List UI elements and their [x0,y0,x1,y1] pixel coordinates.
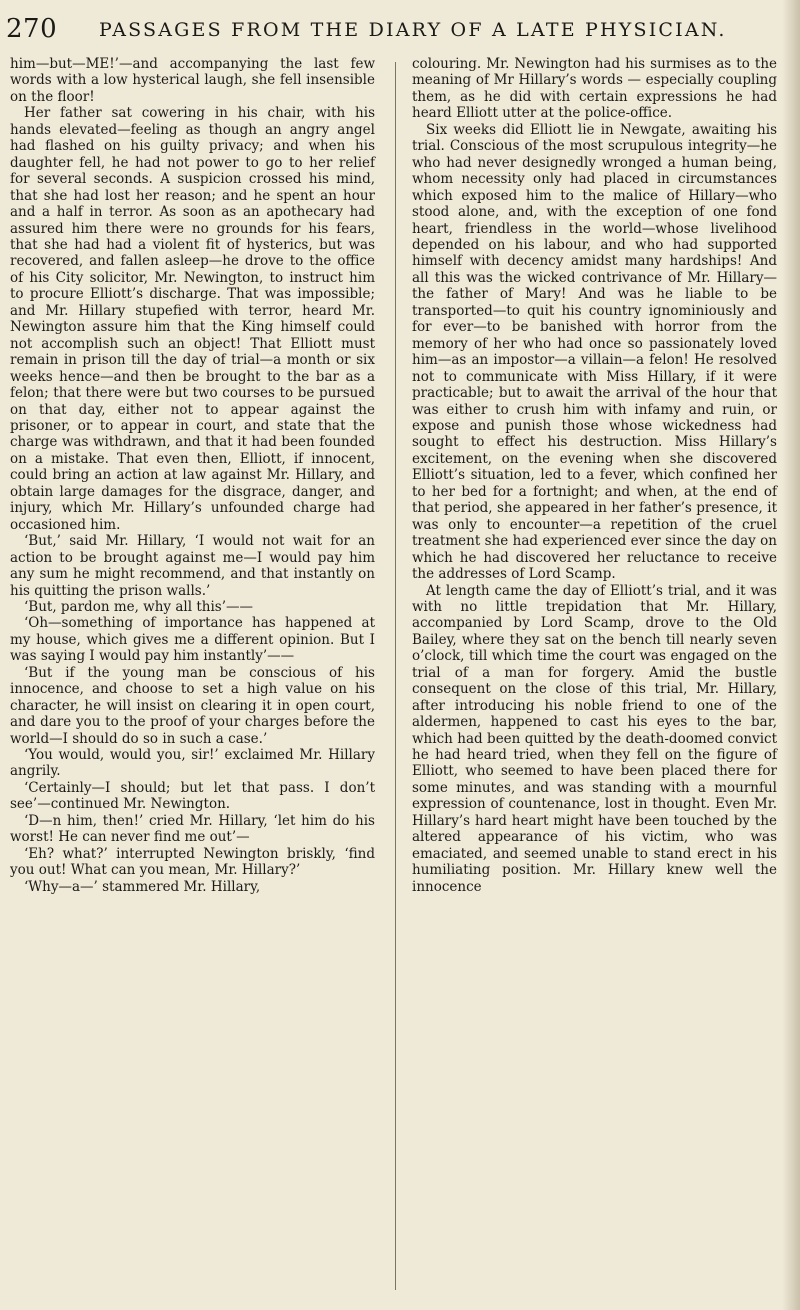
paragraph: ‘D—n him, then!’ cried Mr. Hillary, ‘let him do his worst! He can never find me out’— [10,812,375,846]
paragraph: ‘You would, would you, sir!’ exclaimed Mr. Hillary angrily. [10,747,375,780]
paragraph: Her father sat cowering in his chair, with his hands elevated—feeling as though an angry angel had flashed on his guilty privacy; and when his daughter fell, he had not power to go to her relief for several seconds. A suspicion crossed his mind, that she had lost her reason; and he spent an hour and a half in terror. As soon as an apothecary had assured him there were no grounds for his fears, that she had had a violent fit of hysterics, but was recovered, and fallen asleep—he drove to the office of his City solicitor, Mr. Newington, to instruct him to procure Elliott’s discharge. That was impossible; and Mr. Hillary stupefied with terror, heard Mr. Newington assure him that the King himself could not accomplish such an object! That Elliott must remain in prison till the day of trial—a month or six weeks hence—and then be brought to the bar as a felon; that there were but two courses to be pursued on that day, either not to appear against the prisoner, or to appear in court, and state that the charge was withdrawn, and that it had been founded on a mistake. That even then, Elliott, if innocent, could bring an action at law against Mr. Hillary, and obtain large damages for the disgrace, danger, and injury, which Mr. Hillary’s unfounded charge had occasioned him. [10,105,375,533]
column-divider [395,62,396,1290]
running-title: PASSAGES FROM THE DIARY OF A LATE PHYSICIAN. [99,19,727,41]
page-edge-shadow [782,0,800,1310]
paragraph: ‘Oh—something of importance has happened at my house, which gives me a different opinion. But I was saying I would pay him instantly’—— [10,615,375,665]
paragraph: colouring. Mr. Newington had his surmises as to the meaning of Mr Hillary’s words — especially coupling them, as he did with certain expressions he had heard Elliott utter at the police-office. [412,56,777,122]
paragraph: ‘Why—a—’ stammered Mr. Hillary, [24,878,261,895]
paragraph: At length came the day of Elliott’s trial, and it was with no little trepidation that Mr. Hillary, accompanied by Lord Scamp, drove to the Old Bailey, where they sat on the bench till nearly seven o’clock, till which time the court was engaged on the trial of a man for forgery. Amid the bustle consequent on the close of this trial, Mr. Hillary, after introducing his noble friend to one of the aldermen, happened to cast his eyes to the bar, which had been quitted by the death-doomed convict he had heard tried, when they fell on the figure of Elliott, who seemed to have been placed there for some minutes, and was standing with a mournful expression of countenance, lost in thought. Even Mr. Hillary’s hard heart might have been touched by the altered appearance of his victim, who was emaciated, and seemed unable to stand erect in his humiliating position. Mr. Hillary knew well the innocence [412,582,777,895]
right-column [412,56,777,895]
paragraph: him—but—ME!’—and accompanying the last few words with a low hysterical laugh, she fell insensible on the floor! [10,56,375,105]
left-column [10,56,375,895]
paragraph: ‘But,’ said Mr. Hillary, ‘I would not wait for an action to be brought against me—I would pay him any sum he might recommend, and that instantly on his quitting the prison walls.’ [10,533,375,599]
paragraph: ‘Certainly—I should; but let that pass. I don’t see’—continued Mr. Newington. [10,779,375,813]
paragraph: ‘But, pardon me, why all this’—— [24,598,253,615]
paragraph: ‘Eh? what?’ interrupted Newington briskly, ‘find you out! What can you mean, Mr. Hillary?’ [10,845,375,879]
paragraph: ‘But if the young man be conscious of his innocence, and choose to set a high value on his character, he will insist on clearing it in open court, and dare you to the proof of your charges before the world—I should do so in such a case.’ [10,664,375,747]
paragraph: Six weeks did Elliott lie in Newgate, awaiting his trial. Conscious of the most scrupulous integrity—he who had never designedly wronged a human being, whom necessity only had placed in circumstances which exposed him to the malice of Hillary—who stood alone, and, with the exception of one fond heart, friendless in the world—whose livelihood depended on his labour, and who had supported himself with decency amidst many hardships! And all this was the wicked contrivance of Mr. Hillary—the father of Mary! And was he liable to be transported—to quit his country ignominiously and for ever—to be banished with horror from the memory of her who had once so passionately loved him—as an impostor—a villain—a felon! He resolved not to communicate with Miss Hillary, if it were practicable; but to await the arrival of the hour that was either to crush him with infamy and ruin, or expose and punish those whose wickedness had sought to effect his destruction. Miss Hillary’s excitement, on the evening when she discovered Elliott’s situation, led to a fever, which confined her to her bed for a fortnight; and when, at the end of that period, she appeared in her father’s presence, it was only to encounter—a repetition of the cruel treatment she had experienced ever since the day on which he had discovered her reluctance to receive the addresses of Lord Scamp. [412,121,777,583]
page-header [6,14,776,54]
page-number: 270 [6,14,58,44]
